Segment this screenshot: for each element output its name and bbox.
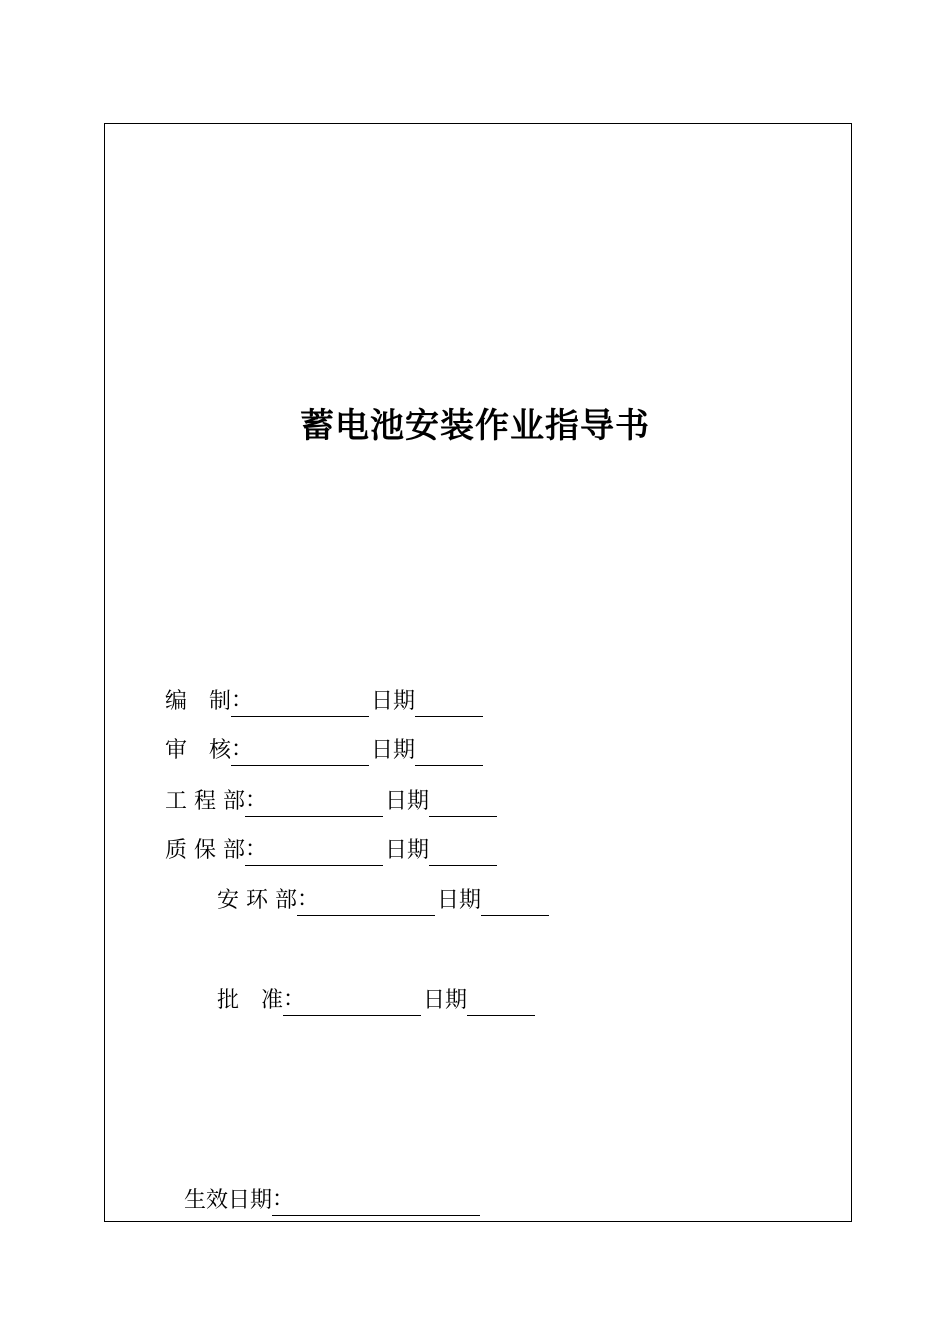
date-label: 日期 <box>371 738 416 763</box>
signature-row-compiler <box>165 686 483 717</box>
signature-label: 安 环 部 <box>217 888 297 913</box>
date-label: 日期 <box>371 689 416 714</box>
date-label: 日期 <box>385 838 430 863</box>
date-label: 日期 <box>437 888 482 913</box>
name-blank-line[interactable] <box>305 989 421 1016</box>
signature-label: 工 程 部 <box>165 789 245 814</box>
signature-label: 质 保 部 <box>165 838 245 863</box>
signature-colon: ： <box>231 735 253 766</box>
effective-date-label: 生效日期 <box>184 1188 273 1213</box>
date-label: 日期 <box>385 789 430 814</box>
name-blank-line[interactable] <box>267 790 383 817</box>
effective-date-row <box>184 1185 480 1216</box>
signature-row-approver <box>217 985 535 1016</box>
document-border <box>104 123 852 1222</box>
effective-date-blank-line[interactable] <box>294 1189 480 1216</box>
signature-row-quality <box>165 835 497 866</box>
name-blank-line[interactable] <box>267 839 383 866</box>
signature-label: 审 核 <box>165 738 232 763</box>
document-title: 蓄电池安装作业指导书 <box>300 406 650 446</box>
signature-colon: ： <box>245 835 267 866</box>
signature-colon: ： <box>297 885 319 916</box>
date-blank-line[interactable] <box>415 690 483 717</box>
date-blank-line[interactable] <box>429 790 497 817</box>
name-blank-line[interactable] <box>253 739 369 766</box>
date-blank-line[interactable] <box>415 739 483 766</box>
signature-colon: ： <box>231 686 253 717</box>
signature-label: 批 准 <box>217 988 284 1013</box>
signature-colon: ： <box>245 786 267 817</box>
date-blank-line[interactable] <box>429 839 497 866</box>
signature-row-reviewer <box>165 735 483 766</box>
date-blank-line[interactable] <box>467 989 535 1016</box>
effective-date-colon: ： <box>272 1185 294 1216</box>
date-label: 日期 <box>423 988 468 1013</box>
signature-row-engineering <box>165 786 497 817</box>
signature-row-safety <box>217 885 549 916</box>
signature-colon: ： <box>283 985 305 1016</box>
name-blank-line[interactable] <box>253 690 369 717</box>
signature-label: 编 制 <box>165 689 232 714</box>
date-blank-line[interactable] <box>481 889 549 916</box>
name-blank-line[interactable] <box>319 889 435 916</box>
